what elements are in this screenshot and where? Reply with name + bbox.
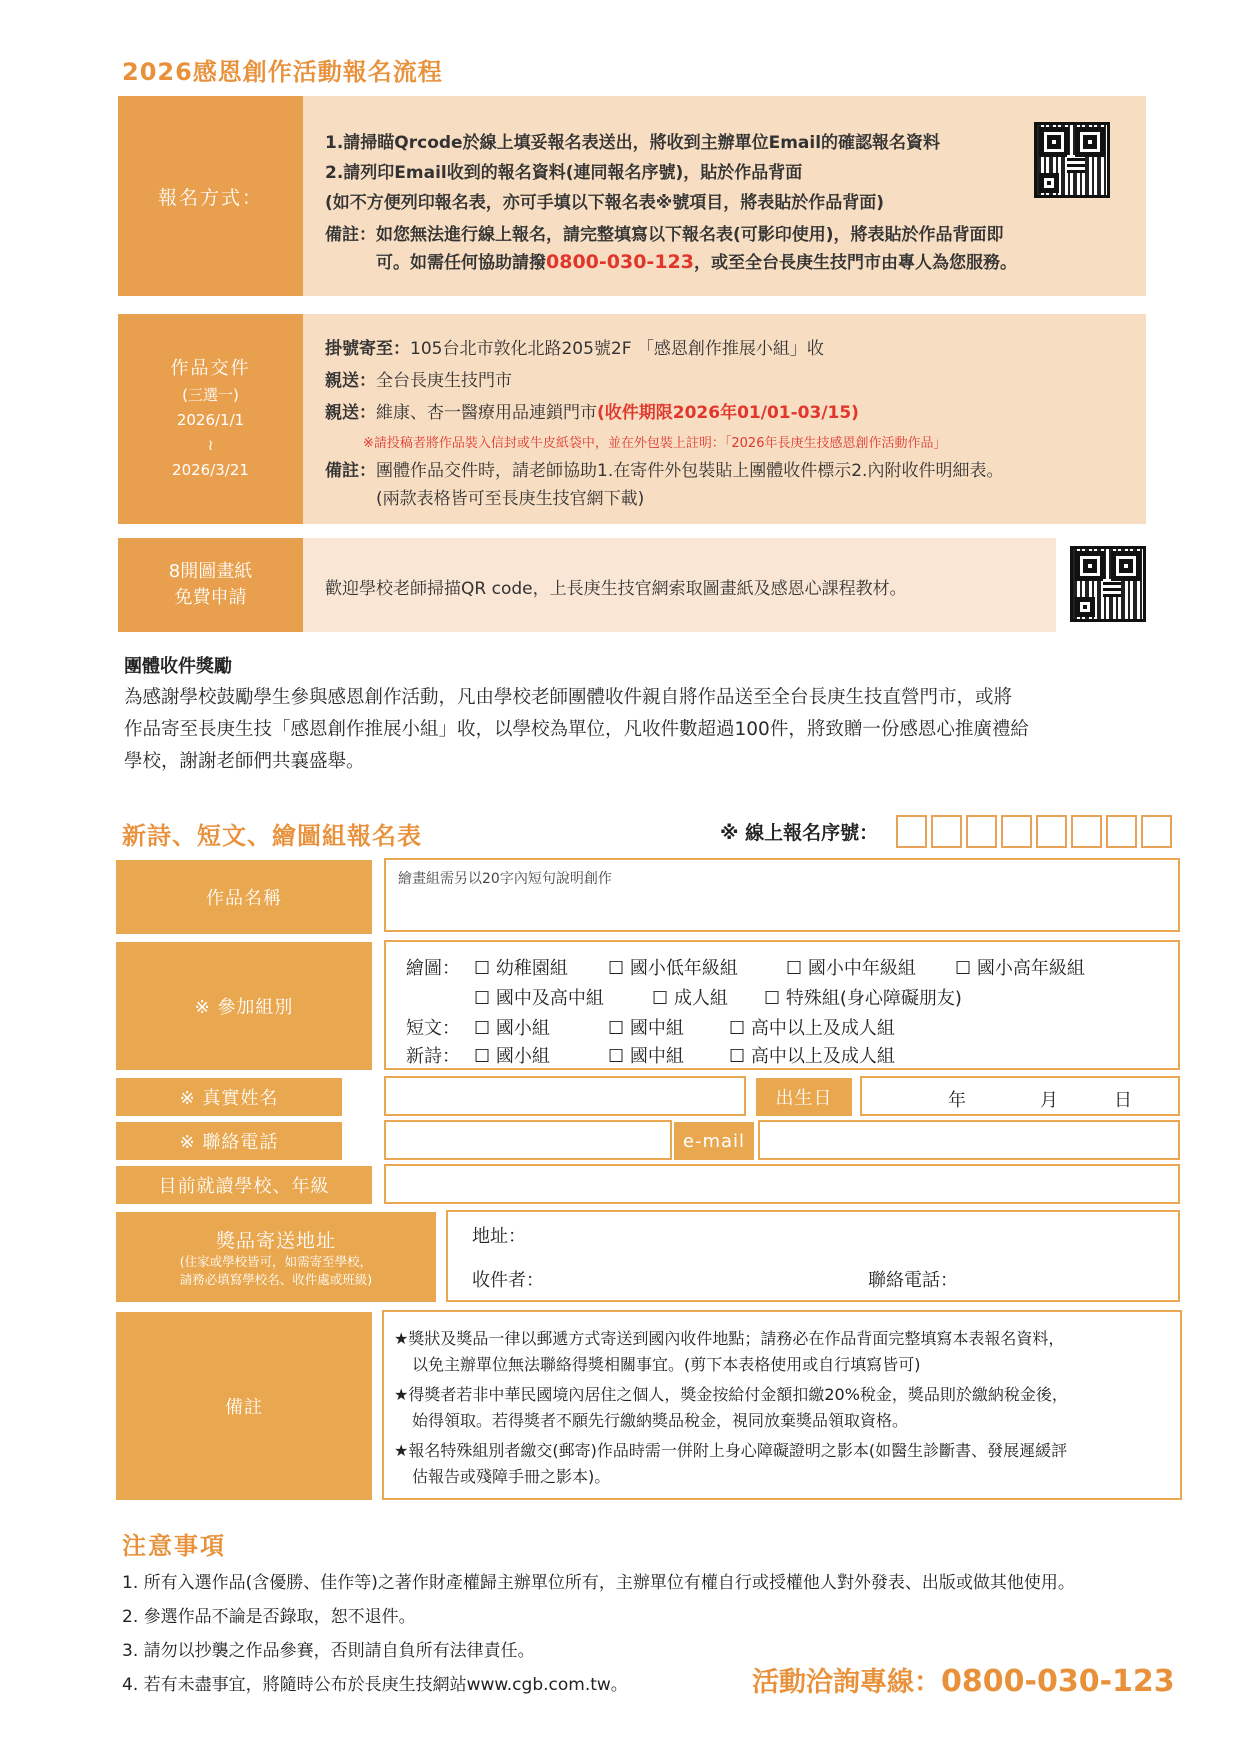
real-name-field[interactable] bbox=[384, 1076, 746, 1116]
group-reward-line-3: 學校，謝謝老師們共襄盛舉。 bbox=[124, 751, 365, 772]
birthday-month: 月 bbox=[1040, 1090, 1058, 1111]
phone-label: ※ 聯絡電話 bbox=[116, 1122, 342, 1160]
submission-hand-text-1: 全台長庚生技門市 bbox=[376, 371, 512, 391]
hotline-number[interactable]: 0800-030-123 bbox=[941, 1664, 1175, 1699]
phone-field[interactable] bbox=[384, 1120, 672, 1160]
group-option-kindergarten[interactable]: ☐ 幼稚園組 bbox=[474, 958, 568, 979]
group-option-elem-low[interactable]: ☐ 國小低年級組 bbox=[608, 958, 738, 979]
essay-group-label: 短文： bbox=[406, 1018, 460, 1039]
submission-date-tilde: ≀ bbox=[207, 436, 214, 454]
signup-method-label: 報名方式： bbox=[157, 186, 263, 209]
qr-code-icon[interactable] bbox=[1034, 122, 1110, 198]
submission-end-date: 2026/3/21 bbox=[172, 461, 249, 479]
birthday-field[interactable] bbox=[860, 1076, 1180, 1116]
submission-box bbox=[118, 314, 1146, 524]
hotline bbox=[752, 1660, 1175, 1699]
serial-digit-box[interactable] bbox=[896, 815, 927, 848]
prize-address-sub-2: 請務必填寫學校名、收件處或班級) bbox=[179, 1271, 373, 1287]
remark-2b: 始得領取。若得獎者不願先行繳納獎品稅金，視同放棄獎品領取資格。 bbox=[412, 1411, 909, 1430]
email-label: e-mail bbox=[674, 1122, 754, 1160]
submission-label-title: 作品交件 bbox=[170, 358, 251, 379]
signup-method-box bbox=[118, 96, 1146, 296]
signup-step-2: 2.請列印Email收到的報名資料(連同報名序號)，貼於作品背面 bbox=[325, 163, 803, 183]
submission-note-line-2: (兩款表格皆可至長庚生技官網下載) bbox=[376, 489, 645, 509]
drawing-paper-label-cell bbox=[118, 538, 303, 632]
group-option-label: 成人組 bbox=[673, 988, 728, 1009]
drawing-paper-label-2: 免費申請 bbox=[174, 587, 247, 608]
remarks-box bbox=[382, 1310, 1182, 1500]
birthday-label: 出生日 bbox=[756, 1078, 852, 1116]
remark-3b: 估報告或殘障手冊之影本)。 bbox=[412, 1467, 611, 1486]
group-option-label: 國小組 bbox=[495, 1018, 550, 1039]
email-field[interactable] bbox=[758, 1120, 1180, 1160]
submission-hand-label-2: 親送： bbox=[325, 403, 376, 423]
serial-digit-box[interactable] bbox=[1036, 815, 1067, 848]
signup-note-line-2 bbox=[376, 248, 1017, 273]
remark-2a: ★得獎者若非中華民國境內居住之個人，獎金按給付金額扣繳20%稅金，獎品則於繳納稅金後， bbox=[394, 1385, 1068, 1404]
group-option-junior-senior[interactable]: ☐ 國中及高中組 bbox=[474, 988, 604, 1009]
drawing-paper-label-1: 8開圖畫紙 bbox=[168, 561, 253, 582]
poem-option-junior[interactable]: ☐ 國中組 bbox=[608, 1046, 684, 1067]
drawing-paper-content bbox=[303, 538, 1056, 632]
submission-mail-line bbox=[325, 334, 824, 359]
submission-hand-text-2: 維康、杏一醫療用品連鎖門市 bbox=[376, 403, 597, 423]
submission-hand-line-1 bbox=[325, 366, 512, 391]
group-option-label: 國中及高中組 bbox=[495, 988, 604, 1009]
group-option-elem-mid[interactable]: ☐ 國小中年級組 bbox=[786, 958, 916, 979]
group-reward-line-1: 為感謝學校鼓勵學生參與感恩創作活動，凡由學校老師團體收件親自將作品送至全台長庚生技直營門市，或將 bbox=[124, 687, 1013, 708]
submission-content bbox=[303, 314, 1146, 524]
group-reward-paragraph bbox=[124, 682, 1184, 778]
hotline-label: 活動洽詢專線： bbox=[752, 1667, 941, 1698]
group-reward-title: 團體收件獎勵 bbox=[124, 656, 232, 677]
group-option-label: 國小低年級組 bbox=[629, 958, 738, 979]
signup-note-text-a: 如您無法進行線上報名，請完整填寫以下報名表(可影印使用)，將表貼於作品背面即 bbox=[376, 225, 1004, 245]
submission-red-note: ※請投稿者將作品裝入信封或牛皮紙袋中，並在外包裝上註明：「2026年長庚生技感恩創作活動作品」 bbox=[363, 436, 947, 451]
serial-digit-box[interactable] bbox=[1106, 815, 1137, 848]
signup-note-label: 備註： bbox=[325, 225, 376, 245]
poem-option-senior-adult[interactable]: ☐ 高中以上及成人組 bbox=[729, 1046, 895, 1067]
group-option-label: 國小組 bbox=[495, 1046, 550, 1067]
group-option-label: 國小中年級組 bbox=[807, 958, 916, 979]
remark-3a: ★報名特殊組別者繳交(郵寄)作品時需一併附上身心障礙證明之影本(如醫生診斷書、發展遲緩評 bbox=[394, 1441, 1068, 1460]
note-item: 3. 請勿以抄襲之作品參賽，否則請自負所有法律責任。 bbox=[122, 1641, 535, 1661]
recipient-label: 收件者： bbox=[472, 1270, 544, 1291]
work-name-field[interactable] bbox=[384, 858, 1180, 932]
submission-hand-label-1: 親送： bbox=[325, 371, 376, 391]
submission-deadline: (收件期限2026年01/01-03/15) bbox=[597, 403, 859, 423]
poem-group-label: 新詩： bbox=[406, 1046, 460, 1067]
remarks-label: 備註 bbox=[116, 1312, 372, 1500]
prize-address-field[interactable] bbox=[446, 1210, 1180, 1302]
signup-note-line-1 bbox=[325, 220, 1004, 245]
submission-start-date: 2026/1/1 bbox=[176, 411, 245, 429]
signup-help-phone[interactable]: 0800-030-123 bbox=[546, 251, 694, 273]
serial-digit-box[interactable] bbox=[1141, 815, 1172, 848]
contact-phone-label: 聯絡電話： bbox=[868, 1270, 958, 1291]
birthday-day: 日 bbox=[1114, 1090, 1132, 1111]
group-option-label: 特殊組(身心障礙朋友) bbox=[785, 988, 962, 1009]
submission-note-text-a: 團體作品交件時，請老師協助1.在寄件外包裝貼上團體收件標示2.內附收件明細表。 bbox=[376, 461, 1004, 481]
work-name-label: 作品名稱 bbox=[116, 860, 372, 934]
serial-digit-box[interactable] bbox=[931, 815, 962, 848]
serial-digit-box[interactable] bbox=[966, 815, 997, 848]
group-option-adult[interactable]: ☐ 成人組 bbox=[652, 988, 728, 1009]
group-option-label: 國小高年級組 bbox=[976, 958, 1085, 979]
drawing-paper-text: 歡迎學校老師掃描QR code，上長庚生技官網索取圖畫紙及感恩心課程教材。 bbox=[325, 579, 907, 599]
serial-digit-box[interactable] bbox=[1001, 815, 1032, 848]
qr-code-icon[interactable] bbox=[1070, 546, 1146, 622]
signup-note-text-b2: ，或至全台長庚生技門市由專人為您服務。 bbox=[693, 253, 1017, 273]
signup-step-1: 1.請掃瞄Qrcode於線上填妥報名表送出，將收到主辦單位Email的確認報名資料 bbox=[325, 133, 941, 153]
drawing-paper-box bbox=[118, 538, 1056, 632]
remark-1b: 以免主辦單位無法聯絡得獎相關事宜。(剪下本表格使用或自行填寫皆可) bbox=[412, 1355, 921, 1374]
group-option-special[interactable]: ☐ 特殊組(身心障礙朋友) bbox=[764, 988, 962, 1009]
submission-note-line-1 bbox=[325, 456, 1003, 481]
prize-address-label: 獎品寄送地址 bbox=[215, 1229, 336, 1252]
submission-label-cell bbox=[118, 314, 303, 524]
school-grade-field[interactable] bbox=[384, 1164, 1180, 1204]
signup-method-content bbox=[303, 96, 1146, 296]
submission-label-choice: (三選一) bbox=[182, 386, 239, 404]
submission-hand-line-2 bbox=[325, 398, 859, 423]
notes-title: 注意事項 bbox=[122, 1532, 226, 1560]
signup-note-text-b1: 可。如需任何協助請撥 bbox=[376, 253, 546, 273]
work-name-hint: 繪畫組需另以20字內短句說明創作 bbox=[398, 871, 612, 887]
submission-mail-label: 掛號寄至： bbox=[325, 339, 410, 359]
group-option-label: 幼稚園組 bbox=[495, 958, 568, 979]
group-option-label: 國中組 bbox=[629, 1018, 684, 1039]
essay-option-elem[interactable]: ☐ 國小組 bbox=[474, 1018, 550, 1039]
page-title: 2026感恩創作活動報名流程 bbox=[122, 58, 443, 86]
group-reward-line-2: 作品寄至長庚生技「感恩創作推展小組」收，以學校為單位，凡收件數超過100件，將致贈一份感恩心推廣禮給 bbox=[124, 719, 1029, 740]
group-label: ※ 參加組別 bbox=[116, 942, 372, 1070]
poem-option-elem[interactable]: ☐ 國小組 bbox=[474, 1046, 550, 1067]
real-name-label: ※ 真實姓名 bbox=[116, 1078, 342, 1116]
form-title: 新詩、短文、繪圖組報名表 bbox=[122, 822, 422, 850]
signup-step-3: (如不方便列印報名表，亦可手填以下報名表※號項目，將表貼於作品背面) bbox=[325, 193, 885, 213]
birthday-year: 年 bbox=[948, 1090, 966, 1111]
school-grade-label: 目前就讀學校、年級 bbox=[116, 1166, 372, 1204]
submission-mail-address: 105台北市敦化北路205號2F 「感恩創作推展小組」收 bbox=[410, 339, 824, 359]
submission-note-label: 備註： bbox=[325, 461, 376, 481]
group-option-label: 高中以上及成人組 bbox=[750, 1046, 895, 1067]
note-item: 2. 參選作品不論是否錄取，恕不退件。 bbox=[122, 1607, 416, 1627]
prize-address-sub-1: (住家或學校皆可，如需寄至學校， bbox=[179, 1253, 373, 1269]
prize-address-label-cell bbox=[116, 1212, 436, 1302]
group-option-elem-high[interactable]: ☐ 國小高年級組 bbox=[955, 958, 1085, 979]
remark-1a: ★獎狀及獎品一律以郵遞方式寄送到國內收件地點；請務必在作品背面完整填寫本表報名資料， bbox=[394, 1329, 1065, 1348]
note-item: 4. 若有未盡事宜，將隨時公布於長庚生技網站www.cgb.com.tw。 bbox=[122, 1675, 628, 1695]
address-label: 地址： bbox=[472, 1226, 526, 1247]
group-option-label: 高中以上及成人組 bbox=[750, 1018, 895, 1039]
group-option-label: 國中組 bbox=[629, 1046, 684, 1067]
serial-number-label: ※ 線上報名序號： bbox=[720, 822, 879, 844]
essay-option-junior[interactable]: ☐ 國中組 bbox=[608, 1018, 684, 1039]
essay-option-senior-adult[interactable]: ☐ 高中以上及成人組 bbox=[729, 1018, 895, 1039]
serial-digit-box[interactable] bbox=[1071, 815, 1102, 848]
group-options-box bbox=[384, 940, 1180, 1070]
signup-method-label-cell bbox=[118, 96, 303, 296]
note-item: 1. 所有入選作品(含優勝、佳作等)之著作財產權歸主辦單位所有，主辦單位有權自行或授權他人對外發表、出版或做其他使用。 bbox=[122, 1573, 1075, 1593]
draw-group-label: 繪圖： bbox=[406, 958, 460, 979]
